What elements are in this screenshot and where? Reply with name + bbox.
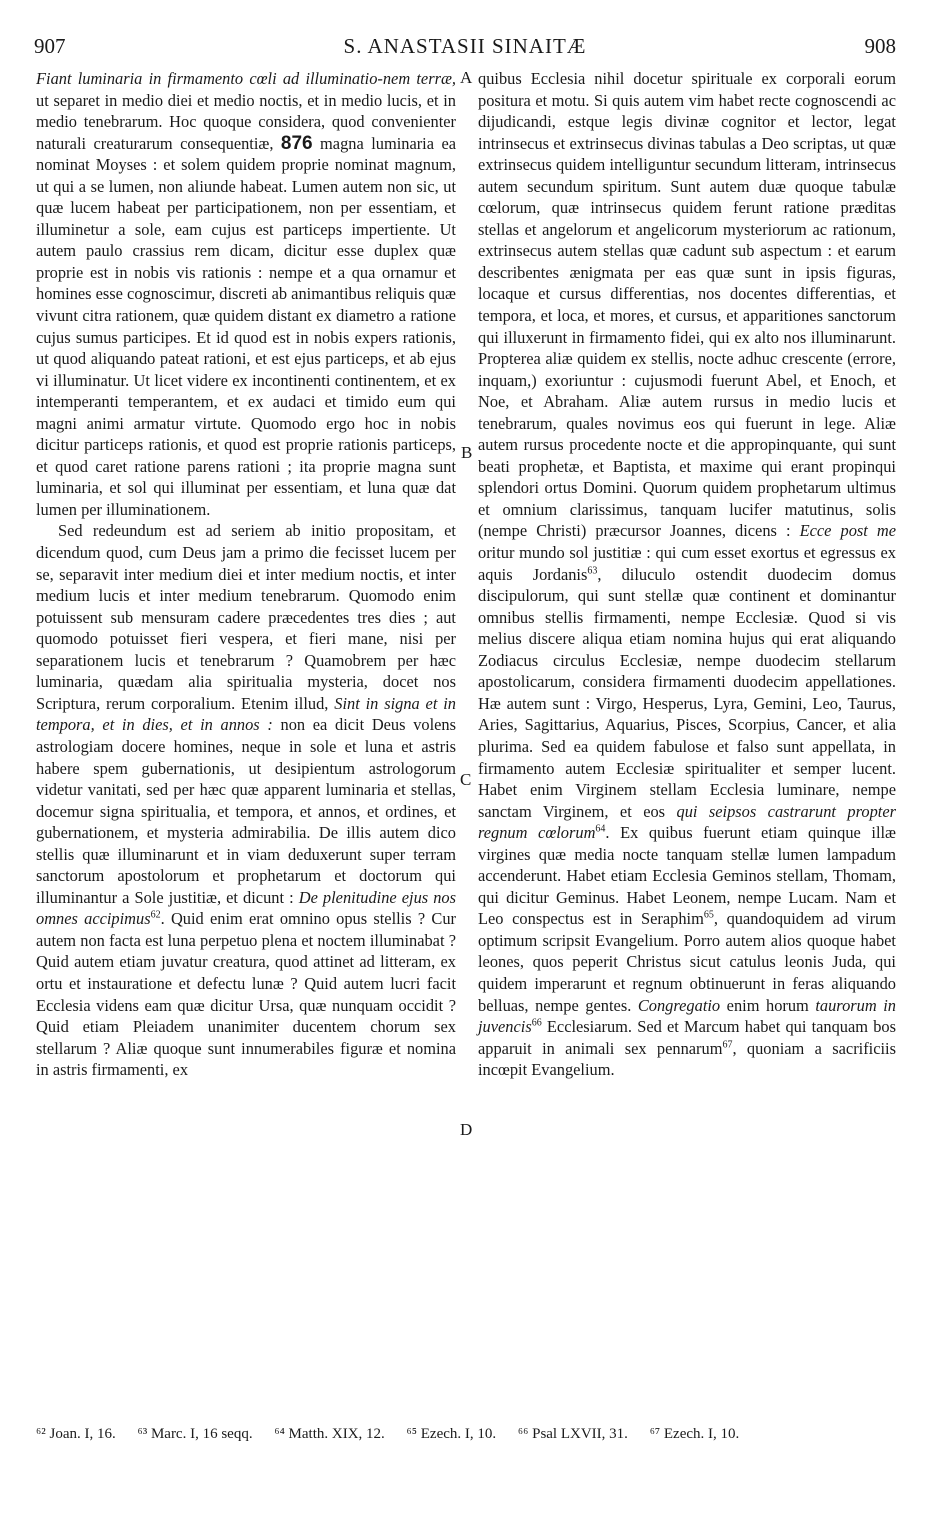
footnote: ⁶⁴ Matth. XIX, 12. <box>274 1426 385 1442</box>
text-run: oritur mundo sol justitiæ : qui cum esset exortus et egressus ex aquis Jordanis <box>478 543 896 584</box>
footnote-ref: 62 <box>150 909 161 921</box>
page-number-right: 908 <box>864 34 896 58</box>
text-run: Ecclesiarum. Sed et Marcum habet qui tanquam bos apparuit in animali sex pennarum <box>478 1017 896 1058</box>
paragraph-2 <box>36 520 456 1080</box>
italic-quote: Congregatio <box>637 995 721 1015</box>
margin-letter-c: C <box>460 770 472 789</box>
margin-letter-b: B <box>461 443 473 462</box>
paragraph-3 <box>478 68 896 1081</box>
footnote: ⁶³ Marc. I, 16 seqq. <box>137 1426 253 1442</box>
footnote-ref: 64 <box>595 823 606 835</box>
text-run: Sed redeundum est ad seriem ab initio propositam, et dicendum quod, cum Deus jam a primo die fecisset lucem per se, separavit inter medium diei et inter medium noctis, et inter medium lucis et inter medium tenebrarum. Quomodo enim potuissent sub mensuram cadere præcedentes tres dies ; aut quomodo potuisset fieri vespera, et fieri mane, nisi per separationem lucis et tenebrarum ? Quamobrem per hæc luminaria, quædam alia spiritualia mysteria, docet nos Scriptura, rerum corporalium. Etenim illud, <box>36 521 456 713</box>
italic-quote: De plenitudine ejus nos omnes accipimus <box>36 887 456 929</box>
italic-quote: Sint in signa et in tempora, et in dies, et in annos : <box>36 693 456 735</box>
text-run: magna luminaria ea nominat Moyses : et solem quidem proprie nominat magnum, ut qui a se lumen, non aliunde habeat. Lumen autem non sic, ut quæ lucem habeat per participationem, non per essentiam, et illuminetur a sole, eam cujus est particeps impertiente. Ut autem paulo crassius rem dicam, dicitur esse duplex quæ proprie est in nobis vis rationis : nempe et a qua ornamur et homines esse cognoscimur, discreti ab animantibus reliquis quæ vivunt citra rationem, quæ quidem distant ex diametro a ratione cujus sumus participes. Et id quod est in nobis expers rationis, ut quod aliquando pateat rationi, et est ejus particeps, et ab ejus vi illuminatur. Ut licet videre ex incontinenti continentem, et ex intemperanti temperantem, et ex audaci et timido eum qui magni animi armatur virtute. Quomodo ergo hoc in nobis dicitur particeps rationis, et quod est proprie rationis particeps, et quod caret ratione parens rationi ; ita proprie magna sunt luminaria, et sol qui illuminat per essentiam, et luna quæ dat lumen per illuminationem. <box>36 133 457 519</box>
page-number-left: 907 <box>34 34 66 58</box>
footnote-ref: 67 <box>722 1039 733 1051</box>
text-run: . Quid enim erat omnino opus stellis ? Cur autem non facta est luna perpetuo plena et noctem illuminabat ? Quid autem etiam juvatur creatura, quod attinet ad litteram, ex ortu et instauratione et defectu lunæ ? Quid autem lucri facit Ecclesia videns eam quæ dicitur Ursa, quæ nunquam occidit ? Quid etiam Pleiadem unanimiter ducentem chorum sex stellarum ? Aliæ quoque sunt innumerabiles figuræ et nomina in astris firmamenti, ex <box>36 909 456 1080</box>
left-column <box>36 68 456 1081</box>
footnote: ⁶⁶ Psal LXVII, 31. <box>517 1426 628 1442</box>
italic-quote: qui seipsos castrarunt propter regnum cœlorum <box>478 801 896 843</box>
paragraph-1 <box>36 68 456 520</box>
page-header <box>34 34 896 64</box>
text-run: non ea dicit Deus volens astrologiam docere homines, neque in sole et luna et astris habere spem gubernationis, ut desipientum astrologorum videtur vanitati, sed per hæc quæ apparent luminaria et stellas, docemur signa spiritualia, et tempora, et annos, et ordines, et gubernationem, et mysteria admirabilia. De illis autem dico stellis quæ illuminarunt et in viam deduxerunt super terram sanctorum apostolorum et prophetarum et doctorum qui illuminantur a Sole justitiæ, et dicunt : <box>36 715 456 907</box>
page-marker: 876 <box>280 132 313 154</box>
footnote: ⁶² Joan. I, 16. <box>36 1426 116 1442</box>
right-column <box>478 68 896 1081</box>
text-run: . Ex quibus fuerunt etiam quinque illæ virgines quæ media nocte tanquam stellæ lumen lampadum accenderunt. Habet etiam Ecclesia Geminos stellam, Thomam, qui dicitur Geminus. Habet Leonem, nempe Lucam. Nam et Leo conspectus est in Seraphim <box>478 823 896 929</box>
running-title: S. ANASTASII SINAITÆ <box>343 34 587 58</box>
italic-quote: Ecce post me <box>799 521 896 541</box>
text-run: , quandoquidem ad virum optimum scripsit Evangelium. Porro autem alios quoque habet leones, quos peperit Christus sicut catulus leonis Juda, qui quidem imperarunt et regnum obtinuerunt in feras aliquando belluas, nempe gentes. <box>478 909 896 1015</box>
footnotes <box>36 1424 896 1444</box>
text-run: quibus Ecclesia nihil docetur spirituale ex corporali eorum positura et motu. Si quis autem vim habet recte cognoscendi ac dijudicandi, estque legis divinæ cognitor et lector, legat intrinsecus et extrinsecus divinas tabulas a Deo scriptas, ut quæ extrinsecus quidem intelliguntur secundum litteram, intrinsecus autem secundum spiritum. Sunt autem duæ quoque tabulæ cœlorum, quæ intrinsecus quidem ferunt ratione præditas stellas et angelorum et angelicorum mysteriorum ac rationum, extrinsecus autem stellas quæ cadunt sub aspectum : et earum describentes ænigmata per eas quæ sunt in ipsis figuras, locaque et cursus differentias, nos docentes differentias, et tempora, et loca, et mores, et cursus, et apparitiones sanctorum qui illuxerunt in firmamento fidei, qui ex alto nos illuminarunt. Propterea aliæ quidem ex stellis, nocte adhuc crescente (errore, inquam,) exoriuntur : cujusmodi fuerunt Abel, et Enoch, et Noe, et Abraham. Aliæ autem rursus in medio lucis et tenebrarum, quales novimus eos qui fuerunt in lege. Aliæ autem rursus procedente nocte et die appropinquante, qui sunt beati prophetæ, et Baptista, et maxime qui erant propinqui splendori ortus Domini. Quorum quidem prophetarum ultimus et omnium clarissimus, tanquam lucifer matutinus, solis (nempe Christi) præcursor Joannes, dicens : <box>478 69 896 541</box>
footnote: ⁶⁵ Ezech. I, 10. <box>406 1426 497 1442</box>
footnote: ⁶⁷ Ezech. I, 10. <box>649 1426 740 1442</box>
footnote-ref: 63 <box>587 565 598 577</box>
text-run: enim horum <box>720 995 816 1015</box>
text-run: , quoniam a sacrificiis incœpit Evangelium. <box>478 1038 896 1080</box>
text-run: , diluculo ostendit duodecim domus discipulorum, qui sunt stellæ quæ continent et dominantur omnibus stellis firmamenti, nempe Ecclesiæ. Quod si vis melius discere aliqua etiam nomina hujus qui erat aliquando Zodiacus circulus Ecclesiæ, nempe duodecim stellarum apostolicarum, considera firmamenti duodecim appellationes. Hæ autem sunt : Virgo, Hesperus, Lyra, Gemini, Leo, Taurus, Aries, Sagittarius, Aquarius, Pisces, Scorpius, Cancer, et alia plurima. Sed ea quidem fabulose et falso sunt appellata, in firmamento autem Ecclesiæ spiritualiter et semper lucent. Habet enim Virginem stellam Ecclesia luminare, nempe sanctam Virginem, et eos <box>478 564 896 821</box>
margin-letter-a: A <box>460 68 473 87</box>
italic-quote: Fiant luminaria in firmamento cœli ad illuminatio-nem terræ, <box>36 69 456 88</box>
footnote-ref: 66 <box>531 1017 542 1029</box>
margin-letter-d: D <box>460 1120 473 1139</box>
footnote-ref: 65 <box>703 909 714 921</box>
text-run: ut separet in medio diei et medio noctis, et in medio lucis, et in medio tenebrarum. Hoc quoque considera, quod convenienter naturali creaturarum consequentiæ, <box>36 90 456 153</box>
italic-quote: taurorum in juvencis <box>478 995 896 1037</box>
